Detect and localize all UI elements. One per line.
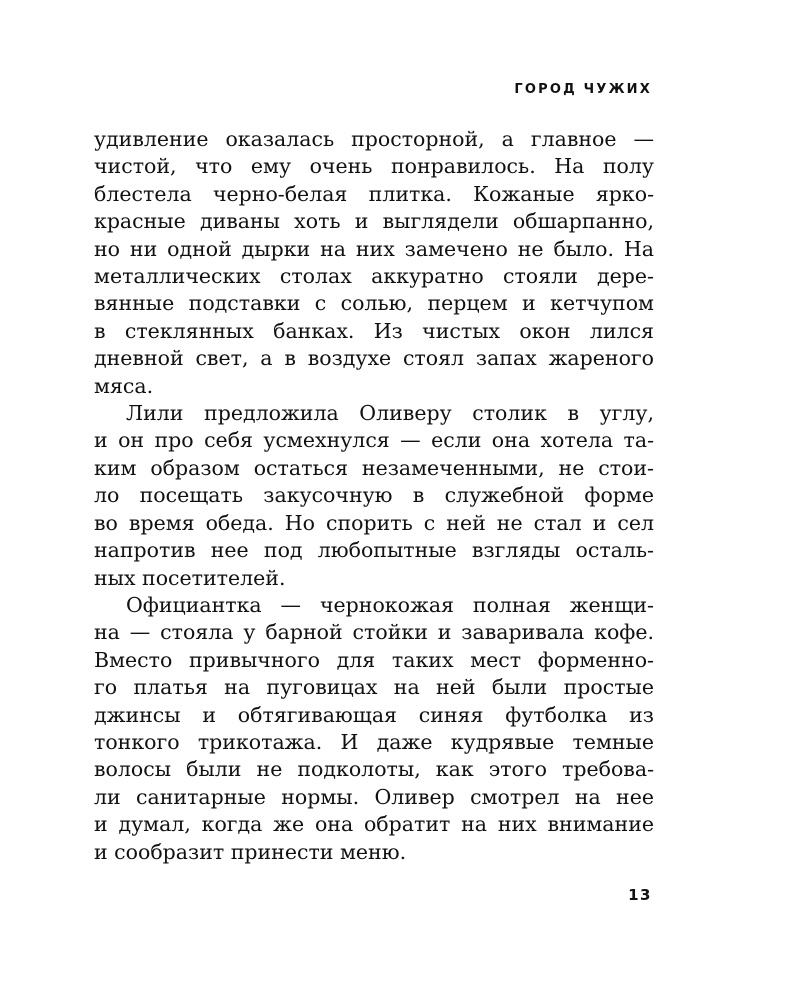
text-line: тонкого трикотажа. И даже кудрявые темные <box>94 729 654 754</box>
text-line: в стеклянных банках. Из чистых окон лился <box>94 318 654 343</box>
text-line: чистой, что ему очень понравилось. На полу <box>94 154 654 179</box>
text-line: и думал, когда же она обратит на них внимание <box>94 812 654 837</box>
text-line: блестела черно-белая плитка. Кожаные ярко- <box>94 181 654 206</box>
text-line: красные диваны хоть и выглядели обшарпанно, <box>94 209 654 234</box>
text-line: джинсы и обтягивающая синяя футболка из <box>94 702 654 727</box>
paragraph-3 <box>94 592 654 866</box>
text-line: ли санитарные нормы. Оливер смотрел на нее <box>94 784 654 809</box>
text-line: и он про себя усмехнулся — если она хотела та- <box>94 428 654 453</box>
text-line: и сообразит принести меню. <box>94 839 407 864</box>
text-line: дневной свет, а в воздухе стоял запах жареного <box>94 346 654 371</box>
text-line: но ни одной дырки на них замечено не было. На <box>94 236 654 261</box>
paragraph-2 <box>94 400 654 592</box>
paragraph-1 <box>94 126 654 400</box>
text-line: на — стояла у барной стойки и заваривала кофе. <box>94 620 654 645</box>
text-line: го платья на пуговицах на ней были простые <box>94 675 654 700</box>
text-line: волосы были не подколоты, как этого требова- <box>94 757 654 782</box>
body-text <box>94 126 654 866</box>
text-line: ных посетителей. <box>94 565 286 590</box>
text-line: Официантка — чернокожая полная женщи- <box>126 592 654 617</box>
text-line: вянные подставки с солью, перцем и кетчупом <box>94 291 654 316</box>
text-line: ло посещать закусочную в служебной форме <box>94 483 654 508</box>
text-line: Лили предложила Оливеру столик в углу, <box>126 401 654 426</box>
text-line: удивление оказалась просторной, а главное — <box>94 127 654 151</box>
text-line: Вместо привычного для таких мест форменно- <box>94 647 654 672</box>
page-number: 13 <box>628 886 652 904</box>
text-line: мяса. <box>94 373 154 398</box>
text-line: ким образом остаться незамеченными, не стои- <box>94 455 654 480</box>
text-line: напротив нее под любопытные взгляды осталь- <box>94 538 654 563</box>
text-line: во время обеда. Но спорить с ней не стал и сел <box>94 510 654 535</box>
running-title: ГОРОД ЧУЖИХ <box>514 82 652 97</box>
text-line: металлических столах аккуратно стояли дере- <box>94 264 654 289</box>
